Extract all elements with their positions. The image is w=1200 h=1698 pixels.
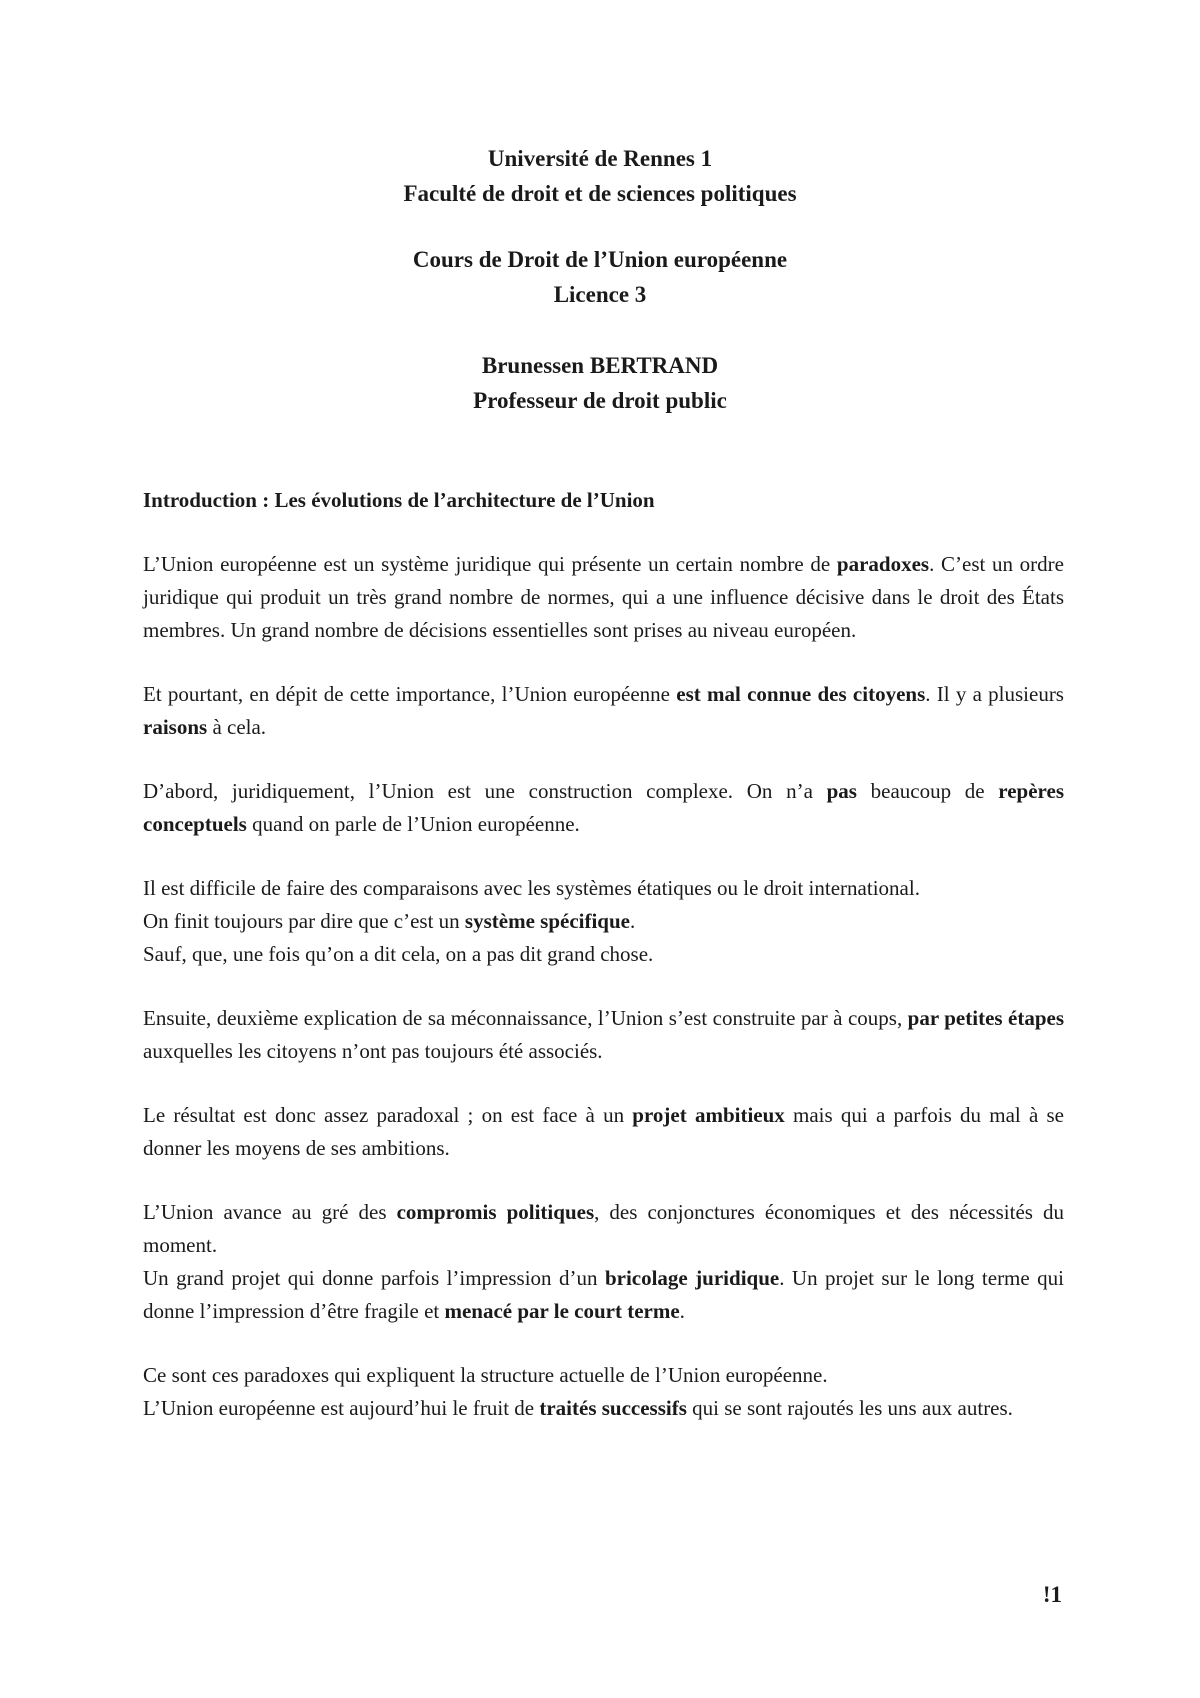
bold-run: projet ambitieux xyxy=(632,1103,785,1127)
text-line xyxy=(143,905,1064,938)
page-number: !1 xyxy=(1042,1582,1062,1607)
paragraph-1 xyxy=(143,548,1064,647)
text-line: Sauf, que, une fois qu’on a dit cela, on a pas dit grand chose. xyxy=(143,942,654,966)
bold-run: est mal connue des citoyens xyxy=(676,682,926,706)
text-run: L’Union européenne est aujourd’hui le fruit de xyxy=(143,1396,540,1420)
institution-header xyxy=(0,141,1200,211)
text-run: Et pourtant, en dépit de cette importance, l’Union européenne xyxy=(143,682,677,706)
text-run: qui se sont rajoutés les uns aux autres. xyxy=(686,1396,1013,1420)
text-run: D’abord, juridiquement, l’Union est une construction complexe. On n’a xyxy=(143,779,827,803)
text-line: Il est difficile de faire des comparaisons avec les systèmes étatiques ou le droit international. xyxy=(143,876,920,900)
author-title: Professeur de droit public xyxy=(473,388,727,413)
text-run: L’Union avance au gré des xyxy=(143,1200,397,1224)
paragraph-4 xyxy=(143,872,1064,971)
text-run: On finit toujours par dire que c’est un xyxy=(143,909,465,933)
text-run: Ensuite, deuxième explication de sa méconnaissance, l’Union s’est construite par à coups, xyxy=(143,1006,908,1030)
author-name: Brunessen BERTRAND xyxy=(481,353,719,378)
text-run: . xyxy=(629,909,636,933)
bold-run: menacé par le court terme xyxy=(444,1299,680,1323)
text-run: auxquelles les citoyens n’ont pas toujours été associés. xyxy=(143,1039,603,1063)
text-run: . Il y a plusieurs xyxy=(925,682,1064,706)
text-run: mais qui a parfois du mal à se donner les moyens de ses ambitions. xyxy=(143,1103,1064,1160)
text-run: Un grand projet qui donne parfois l’impression d’un xyxy=(143,1266,605,1290)
faculty-name: Faculté de droit et de sciences politiques xyxy=(403,181,797,206)
document-body xyxy=(143,484,1064,1456)
text-run: L’Union européenne est un système juridique qui présente un certain nombre de xyxy=(143,552,837,576)
bold-run: par petites étapes xyxy=(907,1006,1065,1030)
author-header xyxy=(0,348,1200,418)
bold-run: pas xyxy=(826,779,857,803)
text-line: Ce sont ces paradoxes qui expliquent la structure actuelle de l’Union européenne. xyxy=(143,1363,828,1387)
paragraph-8 xyxy=(143,1359,1064,1425)
text-run: beaucoup de xyxy=(856,779,999,803)
bold-run: compromis politiques xyxy=(396,1200,595,1224)
bold-run: traités successifs xyxy=(539,1396,687,1420)
course-level: Licence 3 xyxy=(553,282,647,307)
paragraph-6 xyxy=(143,1099,1064,1165)
bold-run: paradoxes xyxy=(836,552,930,576)
university-name: Université de Rennes 1 xyxy=(487,146,713,171)
paragraph-5 xyxy=(143,1002,1064,1068)
text-line xyxy=(143,1196,1064,1262)
text-run: quand on parle de l’Union européenne. xyxy=(246,812,580,836)
text-line xyxy=(143,1262,1064,1328)
text-run: . xyxy=(679,1299,685,1323)
bold-run: repères conceptuels xyxy=(143,779,1064,836)
course-title: Cours de Droit de l’Union européenne xyxy=(412,247,788,272)
text-run: Le résultat est donc assez paradoxal ; on est face à un xyxy=(143,1103,633,1127)
bold-run: système spécifique xyxy=(464,909,630,933)
paragraph-7 xyxy=(143,1196,1064,1328)
text-line xyxy=(143,1392,1064,1425)
paragraph-3 xyxy=(143,775,1064,841)
bold-run: bricolage juridique xyxy=(604,1266,780,1290)
bold-run: raisons xyxy=(143,715,208,739)
course-header xyxy=(0,242,1200,312)
text-run: . C’est un ordre juridique qui produit un très grand nombre de normes, qui a une influence décisive dans le droit des États membres. Un grand nombre de décisions essentielles sont prises au niveau européen. xyxy=(143,552,1064,642)
section-title: Introduction : Les évolutions de l’architecture de l’Union xyxy=(143,488,655,512)
text-run: à cela. xyxy=(207,715,267,739)
text-run: . Un projet sur le long terme qui donne l’impression d’être fragile et xyxy=(143,1266,1064,1323)
paragraph-2 xyxy=(143,678,1064,744)
text-run: , des conjonctures économiques et des nécessités du moment. xyxy=(143,1200,1064,1257)
